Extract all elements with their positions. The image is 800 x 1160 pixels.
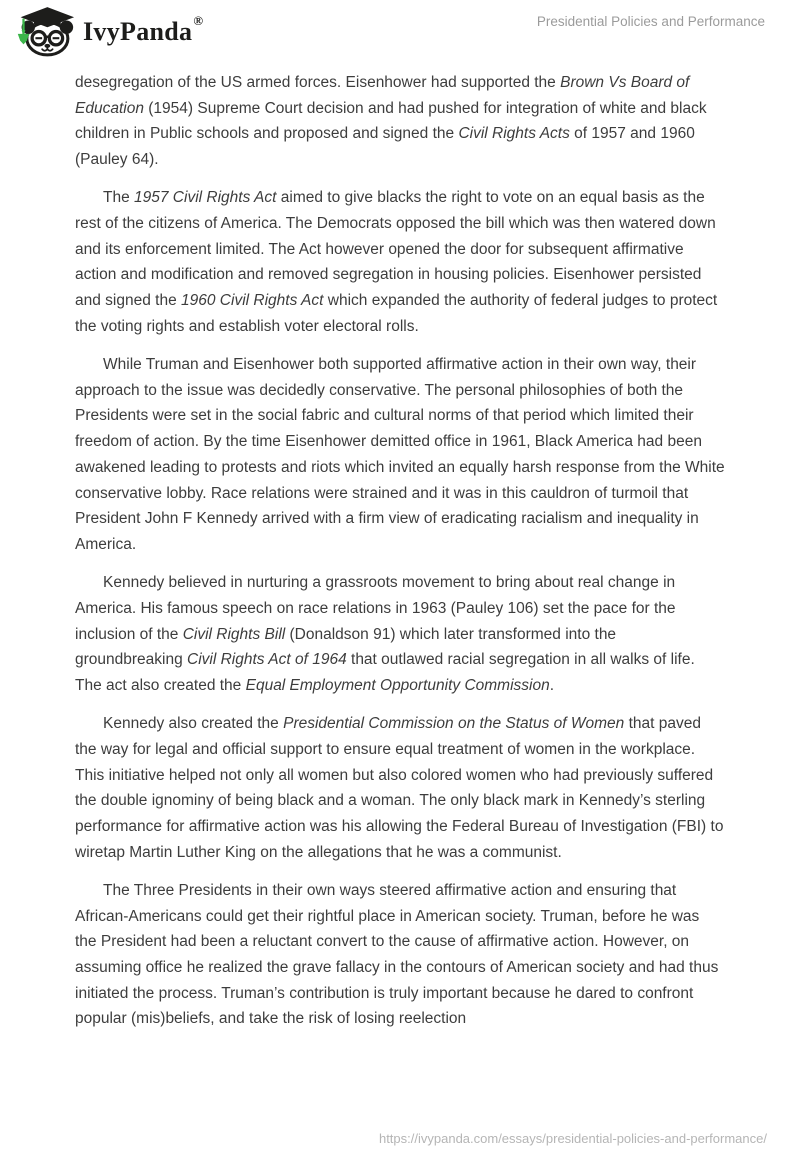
italic-text-run: Equal Employment Opportunity Commission xyxy=(245,676,550,694)
italic-text-run: Civil Rights Acts xyxy=(458,125,570,143)
paragraph xyxy=(75,878,725,1032)
text-run: Kennedy also created the xyxy=(103,715,284,733)
paragraph xyxy=(75,352,725,558)
text-run: The xyxy=(103,189,135,207)
ivypanda-logo-icon xyxy=(13,6,76,58)
running-title: Presidential Policies and Performance xyxy=(536,14,765,29)
italic-text-run: 1960 Civil Rights Act xyxy=(181,292,324,310)
text-run: . xyxy=(549,676,555,694)
text-run: that paved the way for legal and official support to ensure equal treatment of women in the workplace. This initiative helped not only all women but also colored women who had previously suffered the double ignominy of being black and a woman. The only black mark in Kennedy’s sterling performance for affirmative action was his allowing the Federal Bureau of Investigation (FBI) to wiretap Martin Luther King on the allegations that he was a communist. xyxy=(75,715,724,861)
text-run: The Three Presidents in their own ways steered affirmative action and ensuring that African-Americans could get their rightful place in American society. Truman, before he was the President had been a reluctant convert to the cause of affirmative action. However, on assuming office he realized the grave fallacy in the contours of American society and had thus initiated the process. Truman’s contribution is truly important because he dared to confront popular (mis)beliefs, and take the risk of losing reelection xyxy=(75,881,719,1028)
text-run: that outlawed racial segregation in all walks of life. The act also created the xyxy=(75,651,695,694)
paragraph xyxy=(75,570,725,699)
italic-text-run: 1957 Civil Rights Act xyxy=(134,189,277,207)
text-run: (Donaldson 91) which later transformed into the groundbreaking xyxy=(75,625,617,669)
paragraph xyxy=(75,70,725,173)
text-run: Kennedy believed in nurturing a grassroots movement to bring about real change in America. His famous speech on race relations in 1963 (Pauley 106) set the pace for the inclusion of the xyxy=(75,574,676,643)
essay-content xyxy=(75,70,725,1045)
registered-mark: ® xyxy=(193,12,204,28)
essay-paragraphs xyxy=(75,70,725,1032)
italic-text-run: Brown Vs Board of Education xyxy=(75,74,690,117)
text-run: which expanded the authority of federal judges to protect the voting rights and establish voter electoral rolls. xyxy=(75,292,718,335)
text-run: (1954) Supreme Court decision and had pushed for integration of white and black children in Public schools and proposed and signed the xyxy=(75,99,707,143)
brand-name: IvyPanda xyxy=(83,17,193,46)
brand-name-group xyxy=(83,12,204,46)
page-header xyxy=(0,0,800,60)
brand xyxy=(13,6,202,58)
footer-url: https://ivypanda.com/essays/presidential-policies-and-performance/ xyxy=(378,1131,767,1146)
text-run: While Truman and Eisenhower both supported affirmative action in their own way, their approach to the issue was decidedly conservative. The personal philosophies of both the Presidents were set in the social fabric and cultural norms of that period which limited their freedom of action. By the time Eisenhower demitted office in 1961, Black America had been awakened leading to protests and riots which invited an equally harsh response from the White conservative lobby. Race relations were strained and it was in this cauldron of turmoil that President John F Kennedy arrived with a firm view of eradicating racialism and inequality in America. xyxy=(75,356,725,553)
paragraph xyxy=(75,711,725,865)
italic-text-run: Civil Rights Act of 1964 xyxy=(187,651,347,669)
text-run: desegregation of the US armed forces. Eisenhower had supported the xyxy=(75,74,561,91)
italic-text-run: Civil Rights Bill xyxy=(182,625,286,643)
text-run: of 1957 and 1960 (Pauley 64). xyxy=(75,125,695,169)
italic-text-run: Presidential Commission on the Status of Women xyxy=(283,715,625,733)
text-run: aimed to give blacks the right to vote on an equal basis as the rest of the citizens of America. The Democrats opposed the bill which was then watered down and its enforcement limited. The Act however opened the door for subsequent affirmative action and modification and removed segregation in housing policies. Eisenhower persisted and signed the xyxy=(75,189,716,310)
paragraph xyxy=(75,185,725,339)
